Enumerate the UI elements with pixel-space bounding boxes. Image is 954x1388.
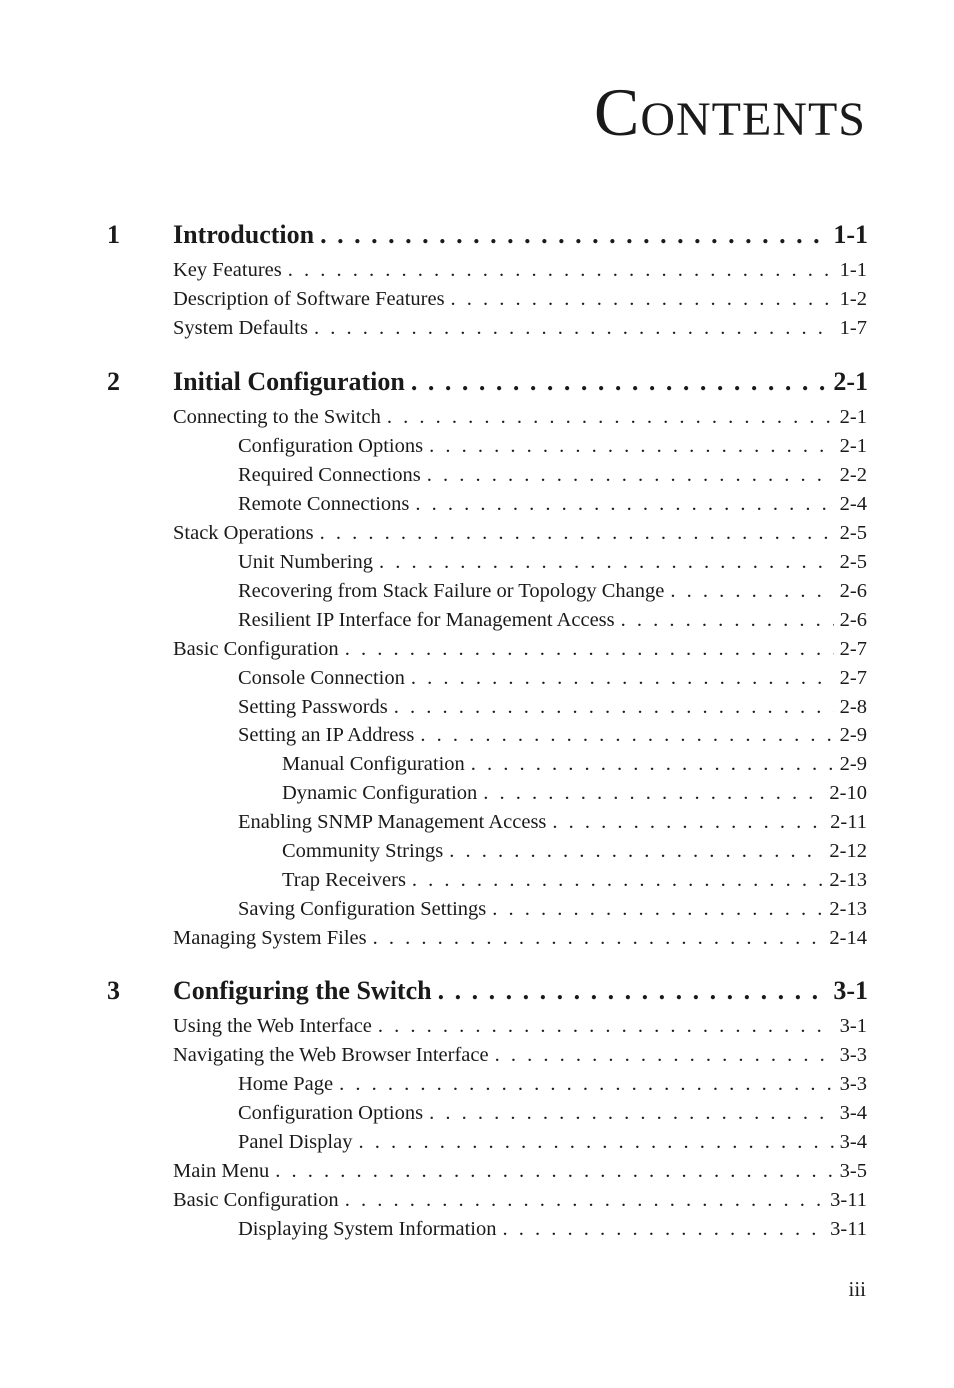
dot-leader	[427, 462, 834, 488]
toc-entry-title: Configuration Options	[238, 434, 424, 457]
toc-entry[interactable]	[238, 1100, 867, 1126]
toc-entry-title: Basic Configuration	[173, 1188, 339, 1211]
chapter-title: Introduction	[173, 220, 315, 249]
toc-entry[interactable]	[238, 809, 867, 835]
chapter-number: 2	[107, 367, 120, 396]
toc-entry-title: Required Connections	[238, 463, 421, 486]
toc-entry[interactable]	[238, 665, 867, 691]
toc-entry[interactable]	[238, 607, 867, 633]
toc-entry[interactable]	[238, 549, 867, 575]
toc-entry-title: System Defaults	[173, 316, 308, 339]
toc-entry-page: 3-3	[839, 1072, 867, 1095]
toc-entry[interactable]	[173, 315, 867, 341]
toc-entry-page: 2-8	[839, 695, 867, 718]
toc-entry[interactable]	[173, 520, 867, 546]
dot-leader	[495, 1042, 834, 1068]
toc-entry-page: 2-13	[829, 869, 867, 892]
toc-entry[interactable]	[282, 780, 867, 806]
toc-entry-title: Panel Display	[238, 1130, 353, 1153]
dot-leader	[378, 1013, 834, 1039]
page-title: Contents	[593, 74, 866, 150]
chapter-title-row[interactable]	[173, 974, 868, 1008]
dot-leader	[451, 286, 834, 312]
toc-entry-title: Saving Configuration Settings	[238, 898, 487, 921]
dot-leader	[379, 549, 834, 575]
toc-entry[interactable]	[173, 1042, 867, 1068]
toc-entry-page: 3-4	[839, 1130, 867, 1153]
toc-entry-page: 2-7	[839, 637, 867, 660]
toc-entry-title: Connecting to the Switch	[173, 406, 381, 428]
toc-entry[interactable]	[238, 1071, 867, 1097]
toc-entry-title: Trap Receivers	[282, 869, 406, 892]
toc-entry-page: 1-2	[839, 287, 867, 310]
toc-entry-page: 3-5	[839, 1159, 867, 1182]
toc-entry-page: 2-14	[829, 927, 867, 950]
toc-entry[interactable]	[238, 1216, 867, 1242]
toc-entry-page: 1-7	[839, 316, 867, 339]
toc-entry[interactable]	[173, 404, 867, 430]
toc-entry-title: Recovering from Stack Failure or Topology Change	[238, 579, 665, 602]
toc-entry-page: 2-9	[839, 724, 867, 747]
toc-entry-title: Community Strings	[282, 840, 444, 863]
chapter-title: Initial Configuration	[173, 367, 405, 396]
toc-entry[interactable]	[173, 1158, 867, 1184]
toc-entry-page: 2-1	[839, 434, 867, 457]
dot-leader	[449, 838, 823, 864]
toc-entry[interactable]	[282, 838, 867, 864]
toc-entry[interactable]	[173, 286, 867, 312]
toc-entry-title: Managing System Files	[173, 927, 367, 950]
toc-entry-title: Navigating the Web Browser Interface	[173, 1043, 489, 1066]
toc-entry[interactable]	[173, 257, 867, 283]
toc-entry[interactable]	[282, 751, 867, 777]
chapter-number: 3	[107, 976, 120, 1005]
dot-leader	[471, 751, 834, 777]
toc-entry-page: 1-1	[839, 259, 867, 281]
chapter-page: 2-1	[833, 367, 868, 396]
toc-entry-page: 3-11	[830, 1217, 867, 1240]
dot-leader	[387, 404, 834, 430]
toc-entry-title: Dynamic Configuration	[282, 782, 478, 805]
dot-leader	[670, 578, 833, 604]
toc-entry-page: 2-9	[839, 753, 867, 776]
dot-leader	[275, 1158, 833, 1184]
toc-entry-title: Remote Connections	[238, 492, 410, 515]
toc-entry-page: 2-6	[839, 608, 867, 631]
toc-entry[interactable]	[238, 896, 867, 922]
toc-entry-title: Stack Operations	[173, 521, 314, 544]
dot-leader	[415, 491, 833, 517]
dot-leader	[373, 925, 824, 951]
toc-entry[interactable]	[238, 722, 867, 748]
toc-entry-title: Home Page	[238, 1072, 334, 1095]
toc-entry-page: 2-4	[839, 492, 867, 515]
toc-entry-page: 2-5	[839, 550, 867, 573]
toc-entry-page: 2-11	[830, 811, 867, 834]
toc-entry-title: Main Menu	[173, 1159, 270, 1182]
toc-entry-title: Resilient IP Interface for Management Access	[238, 608, 615, 631]
toc-entry-title: Configuration Options	[238, 1101, 424, 1124]
dot-leader	[345, 636, 834, 662]
dot-leader	[411, 665, 834, 691]
dot-leader	[358, 1129, 833, 1155]
chapter-page: 3-1	[833, 976, 868, 1005]
toc-entry[interactable]	[238, 1129, 867, 1155]
dot-leader	[412, 867, 824, 893]
toc-entry-title: Basic Configuration	[173, 637, 339, 660]
chapter-title: Configuring the Switch	[173, 976, 432, 1005]
chapter-heading[interactable]	[0, 218, 954, 252]
dot-leader	[438, 974, 828, 1008]
dot-leader	[320, 218, 827, 252]
dot-leader	[394, 694, 834, 720]
toc-entry-title: Enabling SNMP Management Access	[238, 811, 547, 834]
toc-entry-title: Setting Passwords	[238, 695, 388, 718]
toc-entry-page: 3-11	[830, 1188, 867, 1211]
toc-entry[interactable]	[238, 433, 867, 459]
toc-entry-page: 2-2	[839, 463, 867, 486]
toc-entry-title: Console Connection	[238, 666, 405, 689]
dot-leader	[314, 315, 834, 341]
toc-entry-title: Description of Software Features	[173, 287, 445, 310]
toc-entry-title: Using the Web Interface	[173, 1015, 372, 1037]
toc-entry[interactable]	[238, 578, 867, 604]
chapter-heading[interactable]	[0, 974, 954, 1008]
dot-leader	[429, 1100, 834, 1126]
toc-entry[interactable]	[173, 925, 867, 951]
dot-leader	[621, 607, 834, 633]
dot-leader	[483, 780, 823, 806]
toc-entry-title: Unit Numbering	[238, 550, 373, 573]
toc-entry-page: 2-5	[839, 521, 867, 544]
dot-leader	[429, 433, 834, 459]
page-number: iii	[848, 1277, 866, 1301]
chapter-title-row[interactable]	[173, 365, 868, 399]
toc-entry-title: Setting an IP Address	[238, 724, 415, 747]
chapter-title-row[interactable]	[173, 218, 868, 252]
toc-entry-title: Displaying System Information	[238, 1217, 497, 1240]
chapter-number: 1	[107, 220, 120, 249]
chapter-heading[interactable]	[0, 365, 954, 399]
dot-leader	[288, 257, 834, 283]
dot-leader	[552, 809, 824, 835]
toc-entry-title: Key Features	[173, 259, 282, 281]
toc-entry[interactable]	[173, 1187, 867, 1213]
toc-entry[interactable]	[282, 867, 867, 893]
toc-entry-page: 2-7	[839, 666, 867, 689]
toc-entry-page: 2-6	[839, 579, 867, 602]
toc-entry-page: 2-10	[829, 782, 867, 805]
dot-leader	[345, 1187, 824, 1213]
dot-leader	[411, 365, 827, 399]
toc-entry[interactable]	[173, 1013, 867, 1039]
toc-entry-page: 3-4	[839, 1101, 867, 1124]
chapter-page: 1-1	[833, 220, 868, 249]
toc-entry[interactable]	[238, 694, 867, 720]
toc-entry[interactable]	[238, 462, 867, 488]
dot-leader	[320, 520, 834, 546]
dot-leader	[492, 896, 823, 922]
dot-leader	[420, 722, 833, 748]
toc-entry-page: 2-1	[839, 406, 867, 428]
toc-entry-page: 2-13	[829, 898, 867, 921]
dot-leader	[503, 1216, 825, 1242]
dot-leader	[339, 1071, 834, 1097]
toc-entry-page: 3-1	[839, 1015, 867, 1037]
toc-entry[interactable]	[238, 491, 867, 517]
toc-entry-title: Manual Configuration	[282, 753, 465, 776]
toc-entry-page: 2-12	[829, 840, 867, 863]
toc-entry-page: 3-3	[839, 1043, 867, 1066]
toc-entry[interactable]	[173, 636, 867, 662]
